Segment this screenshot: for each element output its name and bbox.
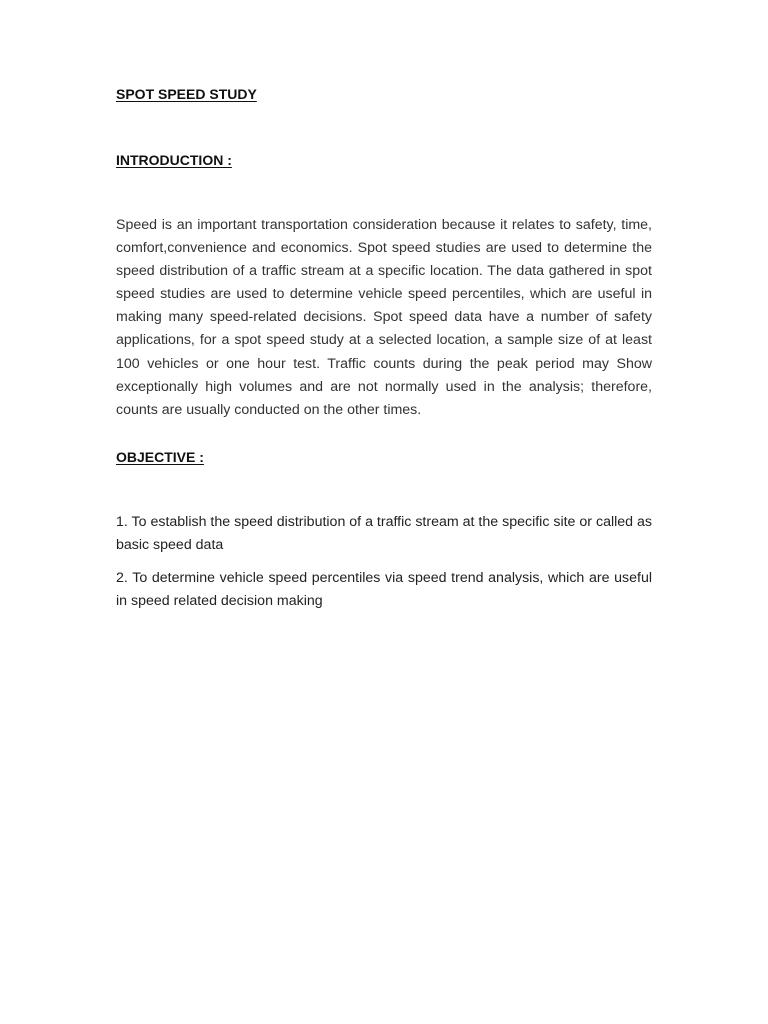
objective-item-2: 2. To determine vehicle speed percentiles via speed trend analysis, which are useful in speed related decision making [116,570,652,609]
introduction-heading: INTRODUCTION : [116,152,232,168]
document-title: SPOT SPEED STUDY [116,86,257,102]
introduction-paragraph: Speed is an important transportation consideration because it relates to safety, time, comfort,convenience and economics. Spot speed studies are used to determine the speed distribution of a traffic stream at a specific location. The data gathered in spot speed studies are used to determine vehicle speed percentiles, which are useful in making many speed-related decisions. Spot speed data have a number of safety applications, for a spot speed study at a selected location, a sample size of at least 100 vehicles or one hour test. Traffic counts during the peak period may Show exceptionally high volumes and are not normally used in the analysis; therefore, counts are usually conducted on the other times. [116,217,652,418]
objective-heading: OBJECTIVE : [116,449,204,465]
objective-item-1: 1. To establish the speed distribution of a traffic stream at the specific site or called as basic speed data [116,514,652,553]
